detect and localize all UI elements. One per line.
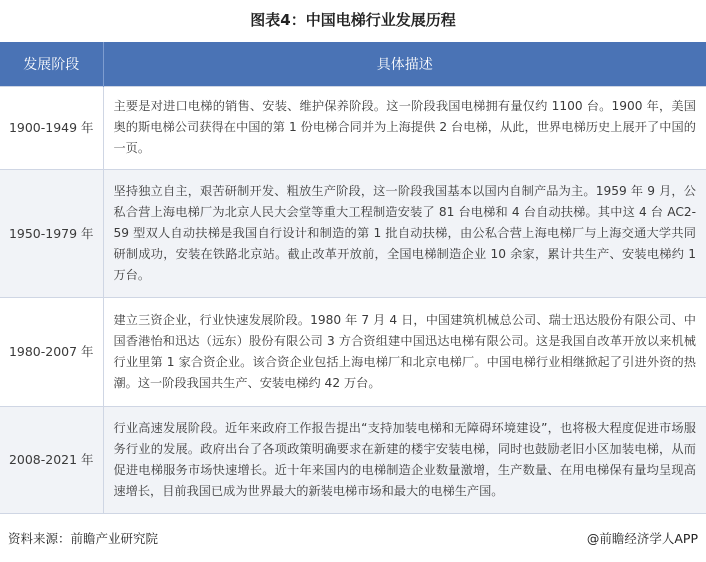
footer [0,524,706,554]
table-header-row [0,42,706,86]
table-row [0,297,706,406]
history-table [0,42,706,514]
stage-description: 建立三资企业，行业快速发展阶段。1980 年 7 月 4 日，中国建筑机械总公司、瑞士迅达股份有限公司、中国香港怡和迅达（远东）股份有限公司 3 方合资组建中国迅达电梯有限公司。这是我国自改革开放以来机械行业里第 1 家合资企业。该合资企业包括上海电梯厂和北京电梯厂。中国电梯行业相继掀起了引进外资的热潮。这一阶段我国共生产、安装电梯约 42 万台。 [103,297,706,406]
stage-period: 1950-1979 年 [0,169,103,297]
stage-description: 行业高速发展阶段。近年来政府工作报告提出“支持加装电梯和无障碍环境建设”，也将极大程度促进市场服务行业的发展。政府出台了各项政策明确要求在新建的楼宇安装电梯，同时也鼓励老旧小区加装电梯，从而促进电梯服务市场快速增长。近十年来国内的电梯制造企业数量激增，生产数量、在用电梯保有量均呈现高速增长，目前我国已成为世界最大的新装电梯市场和最大的电梯生产国。 [103,406,706,513]
table-row [0,169,706,297]
brand-credit: @前瞻经济学人APP [586,531,698,546]
header-stage: 发展阶段 [0,42,103,86]
stage-description: 主要是对进口电梯的销售、安装、维护保养阶段。这一阶段我国电梯拥有量仅约 1100 台。1900 年，美国奥的斯电梯公司获得在中国的第 1 份电梯合同并为上海提供 2 台电梯，从此，世界电梯历史上展开了中国的一页。 [103,86,706,169]
stage-period: 2008-2021 年 [0,406,103,513]
stage-period: 1900-1949 年 [0,86,103,169]
chart-title: 图表4：中国电梯行业发展历程 [250,11,456,29]
stage-description: 坚持独立自主，艰苦研制开发、粗放生产阶段，这一阶段我国基本以国内自制产品为主。1959 年 9 月，公私合营上海电梯厂为北京人民大会堂等重大工程制造安装了 81 台电梯和 4 台自动扶梯。其中这 4 台 AC2-59 型双人自动扶梯是我国自行设计和制造的第 1 批自动扶梯，由公私合营上海电梯厂与上海交通大学共同研制成功，安装在铁路北京站。截止改革开放前，全国电梯制造企业 10 余家，累计共生产、安装电梯约 1 万台。 [103,169,706,297]
table-row [0,406,706,513]
stage-period: 1980-2007 年 [0,297,103,406]
header-description: 具体描述 [103,42,706,86]
source-note: 资料来源：前瞻产业研究院 [8,531,159,546]
table-row [0,86,706,169]
